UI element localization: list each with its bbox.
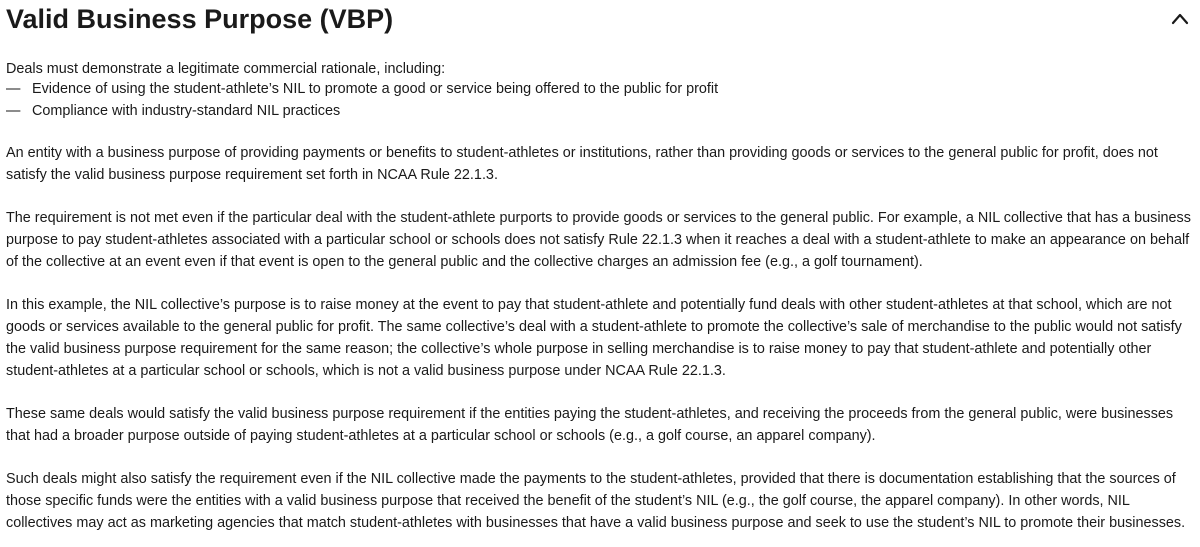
paragraph: In this example, the NIL collective’s purpose is to raise money at the event to pay that student-athlete and potentially fund deals with other student-athletes at that school, which are not goods or services available to the general public for profit. The same collective’s deal with a student-athlete to promote the collective’s sale of merchandise to the public would not satisfy the valid business purpose requirement for the same reason; the collective’s whole purpose in selling merchandise is to raise money to pay that student-athlete and potentially other student-athletes at a particular school or schools, which is not a valid business purpose under NCAA Rule 22.1.3.: [6, 297, 1182, 379]
chevron-up-icon[interactable]: [1170, 9, 1190, 29]
paragraph: These same deals would satisfy the valid business purpose requirement if the entities paying the student-athletes, and receiving the proceeds from the general public, were businesses that had a broader purpose outside of paying student-athletes at a particular school or schools (e.g., a golf course, an apparel company).: [6, 406, 1174, 444]
accordion-body: [6, 58, 1196, 534]
section-title: Valid Business Purpose (VBP): [6, 4, 394, 34]
list-item: [6, 100, 1196, 122]
paragraph: The requirement is not met even if the particular deal with the student-athlete purports to provide goods or services to the general public. For example, a NIL collective that has a business purpose to pay student-athletes associated with a particular school or schools does not satisfy Rule 22.1.3 when it reaches a deal with a student-athlete to make an appearance on behalf of the collective at an event even if that event is open to the general public and the collective charges an admission fee (e.g., a golf tournament).: [6, 210, 1191, 270]
dash-marker: —: [6, 81, 21, 97]
list-item-text: Evidence of using the student-athlete’s NIL to promote a good or service being offered to the public for profit: [32, 81, 719, 97]
accordion-header[interactable]: [6, 0, 1194, 40]
dash-marker: —: [6, 103, 21, 119]
list-item: [6, 78, 1196, 100]
list-item-text: Compliance with industry-standard NIL practices: [32, 103, 341, 119]
paragraph: Such deals might also satisfy the requirement even if the NIL collective made the payments to the student-athletes, provided that there is documentation establishing that the sources of those specific funds were the entities with a valid business purpose that received the benefit of the student’s NIL (e.g., the golf course, the apparel company). In other words, NIL collectives may act as marketing agencies that match student-athletes with businesses that have a valid business purpose and seek to use the student’s NIL to promote their businesses.: [6, 471, 1186, 531]
intro-text: Deals must demonstrate a legitimate commercial rationale, including:: [6, 61, 446, 77]
paragraph: An entity with a business purpose of providing payments or benefits to student-athletes or institutions, rather than providing goods or services to the general public for profit, does not satisfy the valid business purpose requirement set forth in NCAA Rule 22.1.3.: [6, 145, 1158, 183]
